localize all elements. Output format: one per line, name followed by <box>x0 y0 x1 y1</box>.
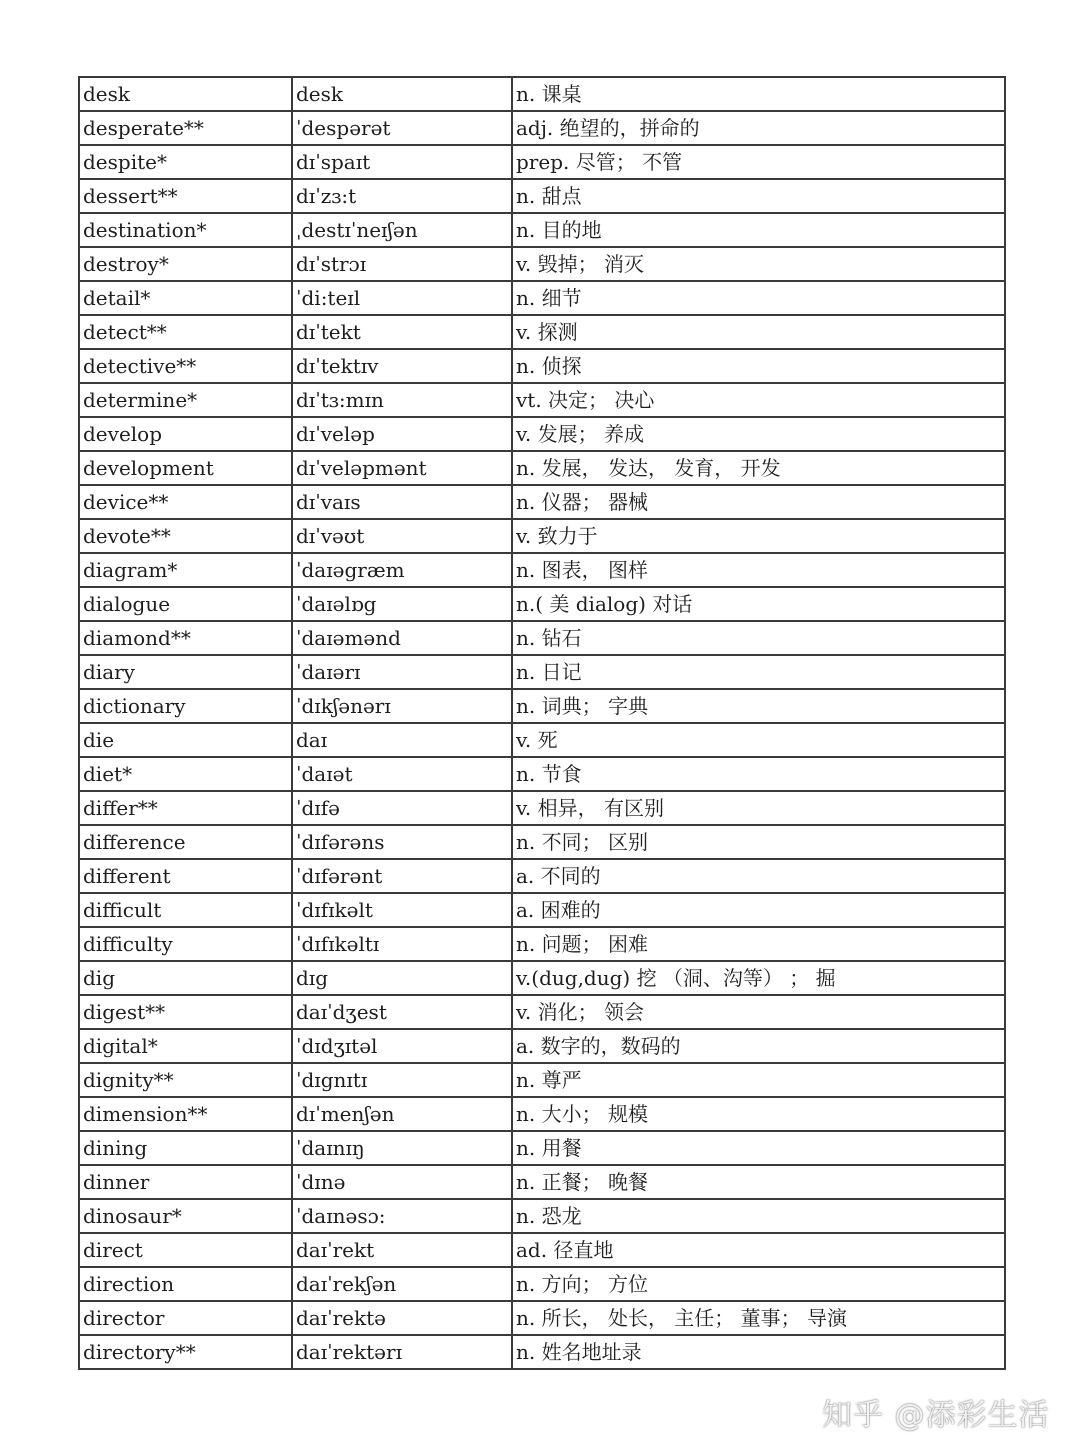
word-cell: dessert** <box>79 179 292 213</box>
pronunciation-cell: ˈdi:teɪl <box>292 281 512 315</box>
definition-cell: n. 发展， 发达， 发育， 开发 <box>512 451 1005 485</box>
pronunciation-cell: ˈdɪfərənt <box>292 859 512 893</box>
pronunciation-cell: dɪˈveləp <box>292 417 512 451</box>
table-row <box>79 927 1005 961</box>
pronunciation-cell: ˈdɪfərəns <box>292 825 512 859</box>
word-cell: develop <box>79 417 292 451</box>
pronunciation-cell: ˈdaɪəgræm <box>292 553 512 587</box>
table-row <box>79 1199 1005 1233</box>
word-cell: development <box>79 451 292 485</box>
word-cell: despite* <box>79 145 292 179</box>
pronunciation-cell: ˈdɪfɪkəltɪ <box>292 927 512 961</box>
word-cell: differ** <box>79 791 292 825</box>
definition-cell: adj. 绝望的，拼命的 <box>512 111 1005 145</box>
table-row <box>79 383 1005 417</box>
pronunciation-cell: dɪg <box>292 961 512 995</box>
definition-cell: n. 所长， 处长， 主任； 董事； 导演 <box>512 1301 1005 1335</box>
definition-cell: a. 数字的，数码的 <box>512 1029 1005 1063</box>
table-row <box>79 723 1005 757</box>
pronunciation-cell: ˌdestɪˈneɪʃən <box>292 213 512 247</box>
word-cell: diet* <box>79 757 292 791</box>
vocabulary-page <box>78 76 1004 1370</box>
pronunciation-cell: dɪˈvəʊt <box>292 519 512 553</box>
definition-cell: n. 节食 <box>512 757 1005 791</box>
definition-cell: n. 姓名地址录 <box>512 1335 1005 1369</box>
word-cell: dig <box>79 961 292 995</box>
definition-cell: n. 细节 <box>512 281 1005 315</box>
pronunciation-cell: dɪˈtektɪv <box>292 349 512 383</box>
table-row <box>79 791 1005 825</box>
pronunciation-cell: ˈdɪnə <box>292 1165 512 1199</box>
pronunciation-cell: dɪˈmenʃən <box>292 1097 512 1131</box>
table-row <box>79 1165 1005 1199</box>
table-row <box>79 485 1005 519</box>
pronunciation-cell: ˈdaɪəlɒg <box>292 587 512 621</box>
table-row <box>79 213 1005 247</box>
table-row <box>79 77 1005 111</box>
definition-cell: prep. 尽管； 不管 <box>512 145 1005 179</box>
word-cell: digital* <box>79 1029 292 1063</box>
pronunciation-cell: desk <box>292 77 512 111</box>
word-cell: detective** <box>79 349 292 383</box>
definition-cell: n. 用餐 <box>512 1131 1005 1165</box>
table-row <box>79 825 1005 859</box>
word-cell: directory** <box>79 1335 292 1369</box>
table-row <box>79 1335 1005 1369</box>
definition-cell: n. 词典； 字典 <box>512 689 1005 723</box>
definition-cell: n. 大小； 规模 <box>512 1097 1005 1131</box>
definition-cell: ad. 径直地 <box>512 1233 1005 1267</box>
pronunciation-cell: ˈdɪfɪkəlt <box>292 893 512 927</box>
table-row <box>79 1029 1005 1063</box>
pronunciation-cell: ˈdespərət <box>292 111 512 145</box>
table-row <box>79 859 1005 893</box>
word-cell: dinosaur* <box>79 1199 292 1233</box>
definition-cell: n. 甜点 <box>512 179 1005 213</box>
table-row <box>79 1131 1005 1165</box>
definition-cell: n. 日记 <box>512 655 1005 689</box>
word-cell: different <box>79 859 292 893</box>
definition-cell: n. 钻石 <box>512 621 1005 655</box>
word-cell: determine* <box>79 383 292 417</box>
pronunciation-cell: dɪˈtɜ:mɪn <box>292 383 512 417</box>
pronunciation-cell: ˈdɪgnɪtɪ <box>292 1063 512 1097</box>
definition-cell: a. 困难的 <box>512 893 1005 927</box>
table-row <box>79 553 1005 587</box>
definition-cell: n. 图表， 图样 <box>512 553 1005 587</box>
definition-cell: v. 毁掉； 消灭 <box>512 247 1005 281</box>
word-cell: diamond** <box>79 621 292 655</box>
vocabulary-table <box>78 76 1006 1370</box>
pronunciation-cell: dɪˈspaɪt <box>292 145 512 179</box>
definition-cell: n. 目的地 <box>512 213 1005 247</box>
pronunciation-cell: ˈdaɪət <box>292 757 512 791</box>
pronunciation-cell: ˈdaɪnəsɔ: <box>292 1199 512 1233</box>
word-cell: dinner <box>79 1165 292 1199</box>
definition-cell: v. 消化； 领会 <box>512 995 1005 1029</box>
definition-cell: n. 尊严 <box>512 1063 1005 1097</box>
pronunciation-cell: daɪˈrekt <box>292 1233 512 1267</box>
table-row <box>79 111 1005 145</box>
word-cell: diagram* <box>79 553 292 587</box>
table-row <box>79 179 1005 213</box>
table-row <box>79 451 1005 485</box>
word-cell: detect** <box>79 315 292 349</box>
table-row <box>79 281 1005 315</box>
word-cell: dictionary <box>79 689 292 723</box>
table-row <box>79 145 1005 179</box>
definition-cell: vt. 决定； 决心 <box>512 383 1005 417</box>
pronunciation-cell: ˈdaɪəmənd <box>292 621 512 655</box>
table-row <box>79 655 1005 689</box>
table-row <box>79 519 1005 553</box>
word-cell: dimension** <box>79 1097 292 1131</box>
word-cell: device** <box>79 485 292 519</box>
word-cell: digest** <box>79 995 292 1029</box>
definition-cell: n. 不同； 区别 <box>512 825 1005 859</box>
table-row <box>79 587 1005 621</box>
pronunciation-cell: ˈdɪkʃənərɪ <box>292 689 512 723</box>
word-cell: desk <box>79 77 292 111</box>
word-cell: detail* <box>79 281 292 315</box>
table-row <box>79 1097 1005 1131</box>
definition-cell: n. 正餐； 晚餐 <box>512 1165 1005 1199</box>
word-cell: destroy* <box>79 247 292 281</box>
table-row <box>79 1267 1005 1301</box>
table-row <box>79 621 1005 655</box>
word-cell: difficulty <box>79 927 292 961</box>
word-cell: dialogue <box>79 587 292 621</box>
definition-cell: n. 侦探 <box>512 349 1005 383</box>
pronunciation-cell: daɪˈrektə <box>292 1301 512 1335</box>
word-cell: direct <box>79 1233 292 1267</box>
word-cell: desperate** <box>79 111 292 145</box>
definition-cell: v. 死 <box>512 723 1005 757</box>
table-row <box>79 1233 1005 1267</box>
definition-cell: n. 方向； 方位 <box>512 1267 1005 1301</box>
table-row <box>79 247 1005 281</box>
definition-cell: n. 问题； 困难 <box>512 927 1005 961</box>
pronunciation-cell: ˈdaɪərɪ <box>292 655 512 689</box>
definition-cell: n. 课桌 <box>512 77 1005 111</box>
pronunciation-cell: ˈdɪdʒɪtəl <box>292 1029 512 1063</box>
definition-cell: n. 恐龙 <box>512 1199 1005 1233</box>
pronunciation-cell: daɪˈdʒest <box>292 995 512 1029</box>
pronunciation-cell: daɪ <box>292 723 512 757</box>
word-cell: dignity** <box>79 1063 292 1097</box>
pronunciation-cell: daɪˈrektərɪ <box>292 1335 512 1369</box>
table-row <box>79 315 1005 349</box>
word-cell: difference <box>79 825 292 859</box>
word-cell: dining <box>79 1131 292 1165</box>
word-cell: direction <box>79 1267 292 1301</box>
word-cell: difficult <box>79 893 292 927</box>
definition-cell: v. 发展； 养成 <box>512 417 1005 451</box>
table-row <box>79 417 1005 451</box>
word-cell: die <box>79 723 292 757</box>
table-row <box>79 1301 1005 1335</box>
table-row <box>79 757 1005 791</box>
definition-cell: a. 不同的 <box>512 859 1005 893</box>
table-row <box>79 1063 1005 1097</box>
watermark: 知乎 @添彩生活 <box>822 1398 1050 1433</box>
pronunciation-cell: dɪˈveləpmənt <box>292 451 512 485</box>
pronunciation-cell: ˈdɪfə <box>292 791 512 825</box>
definition-cell: n.( 美 dialog) 对话 <box>512 587 1005 621</box>
table-row <box>79 349 1005 383</box>
word-cell: destination* <box>79 213 292 247</box>
definition-cell: n. 仪器； 器械 <box>512 485 1005 519</box>
definition-cell: v. 致力于 <box>512 519 1005 553</box>
table-row <box>79 961 1005 995</box>
pronunciation-cell: dɪˈstrɔɪ <box>292 247 512 281</box>
table-row <box>79 995 1005 1029</box>
table-row <box>79 893 1005 927</box>
word-cell: diary <box>79 655 292 689</box>
definition-cell: v. 相异， 有区别 <box>512 791 1005 825</box>
word-cell: director <box>79 1301 292 1335</box>
table-row <box>79 689 1005 723</box>
definition-cell: v. 探测 <box>512 315 1005 349</box>
pronunciation-cell: dɪˈvaɪs <box>292 485 512 519</box>
pronunciation-cell: dɪˈtekt <box>292 315 512 349</box>
pronunciation-cell: dɪˈzɜ:t <box>292 179 512 213</box>
word-cell: devote** <box>79 519 292 553</box>
pronunciation-cell: daɪˈrekʃən <box>292 1267 512 1301</box>
vocabulary-table-body <box>79 77 1005 1369</box>
pronunciation-cell: ˈdaɪnɪŋ <box>292 1131 512 1165</box>
definition-cell: v.(dug,dug) 挖 （洞、沟等） ； 掘 <box>512 961 1005 995</box>
